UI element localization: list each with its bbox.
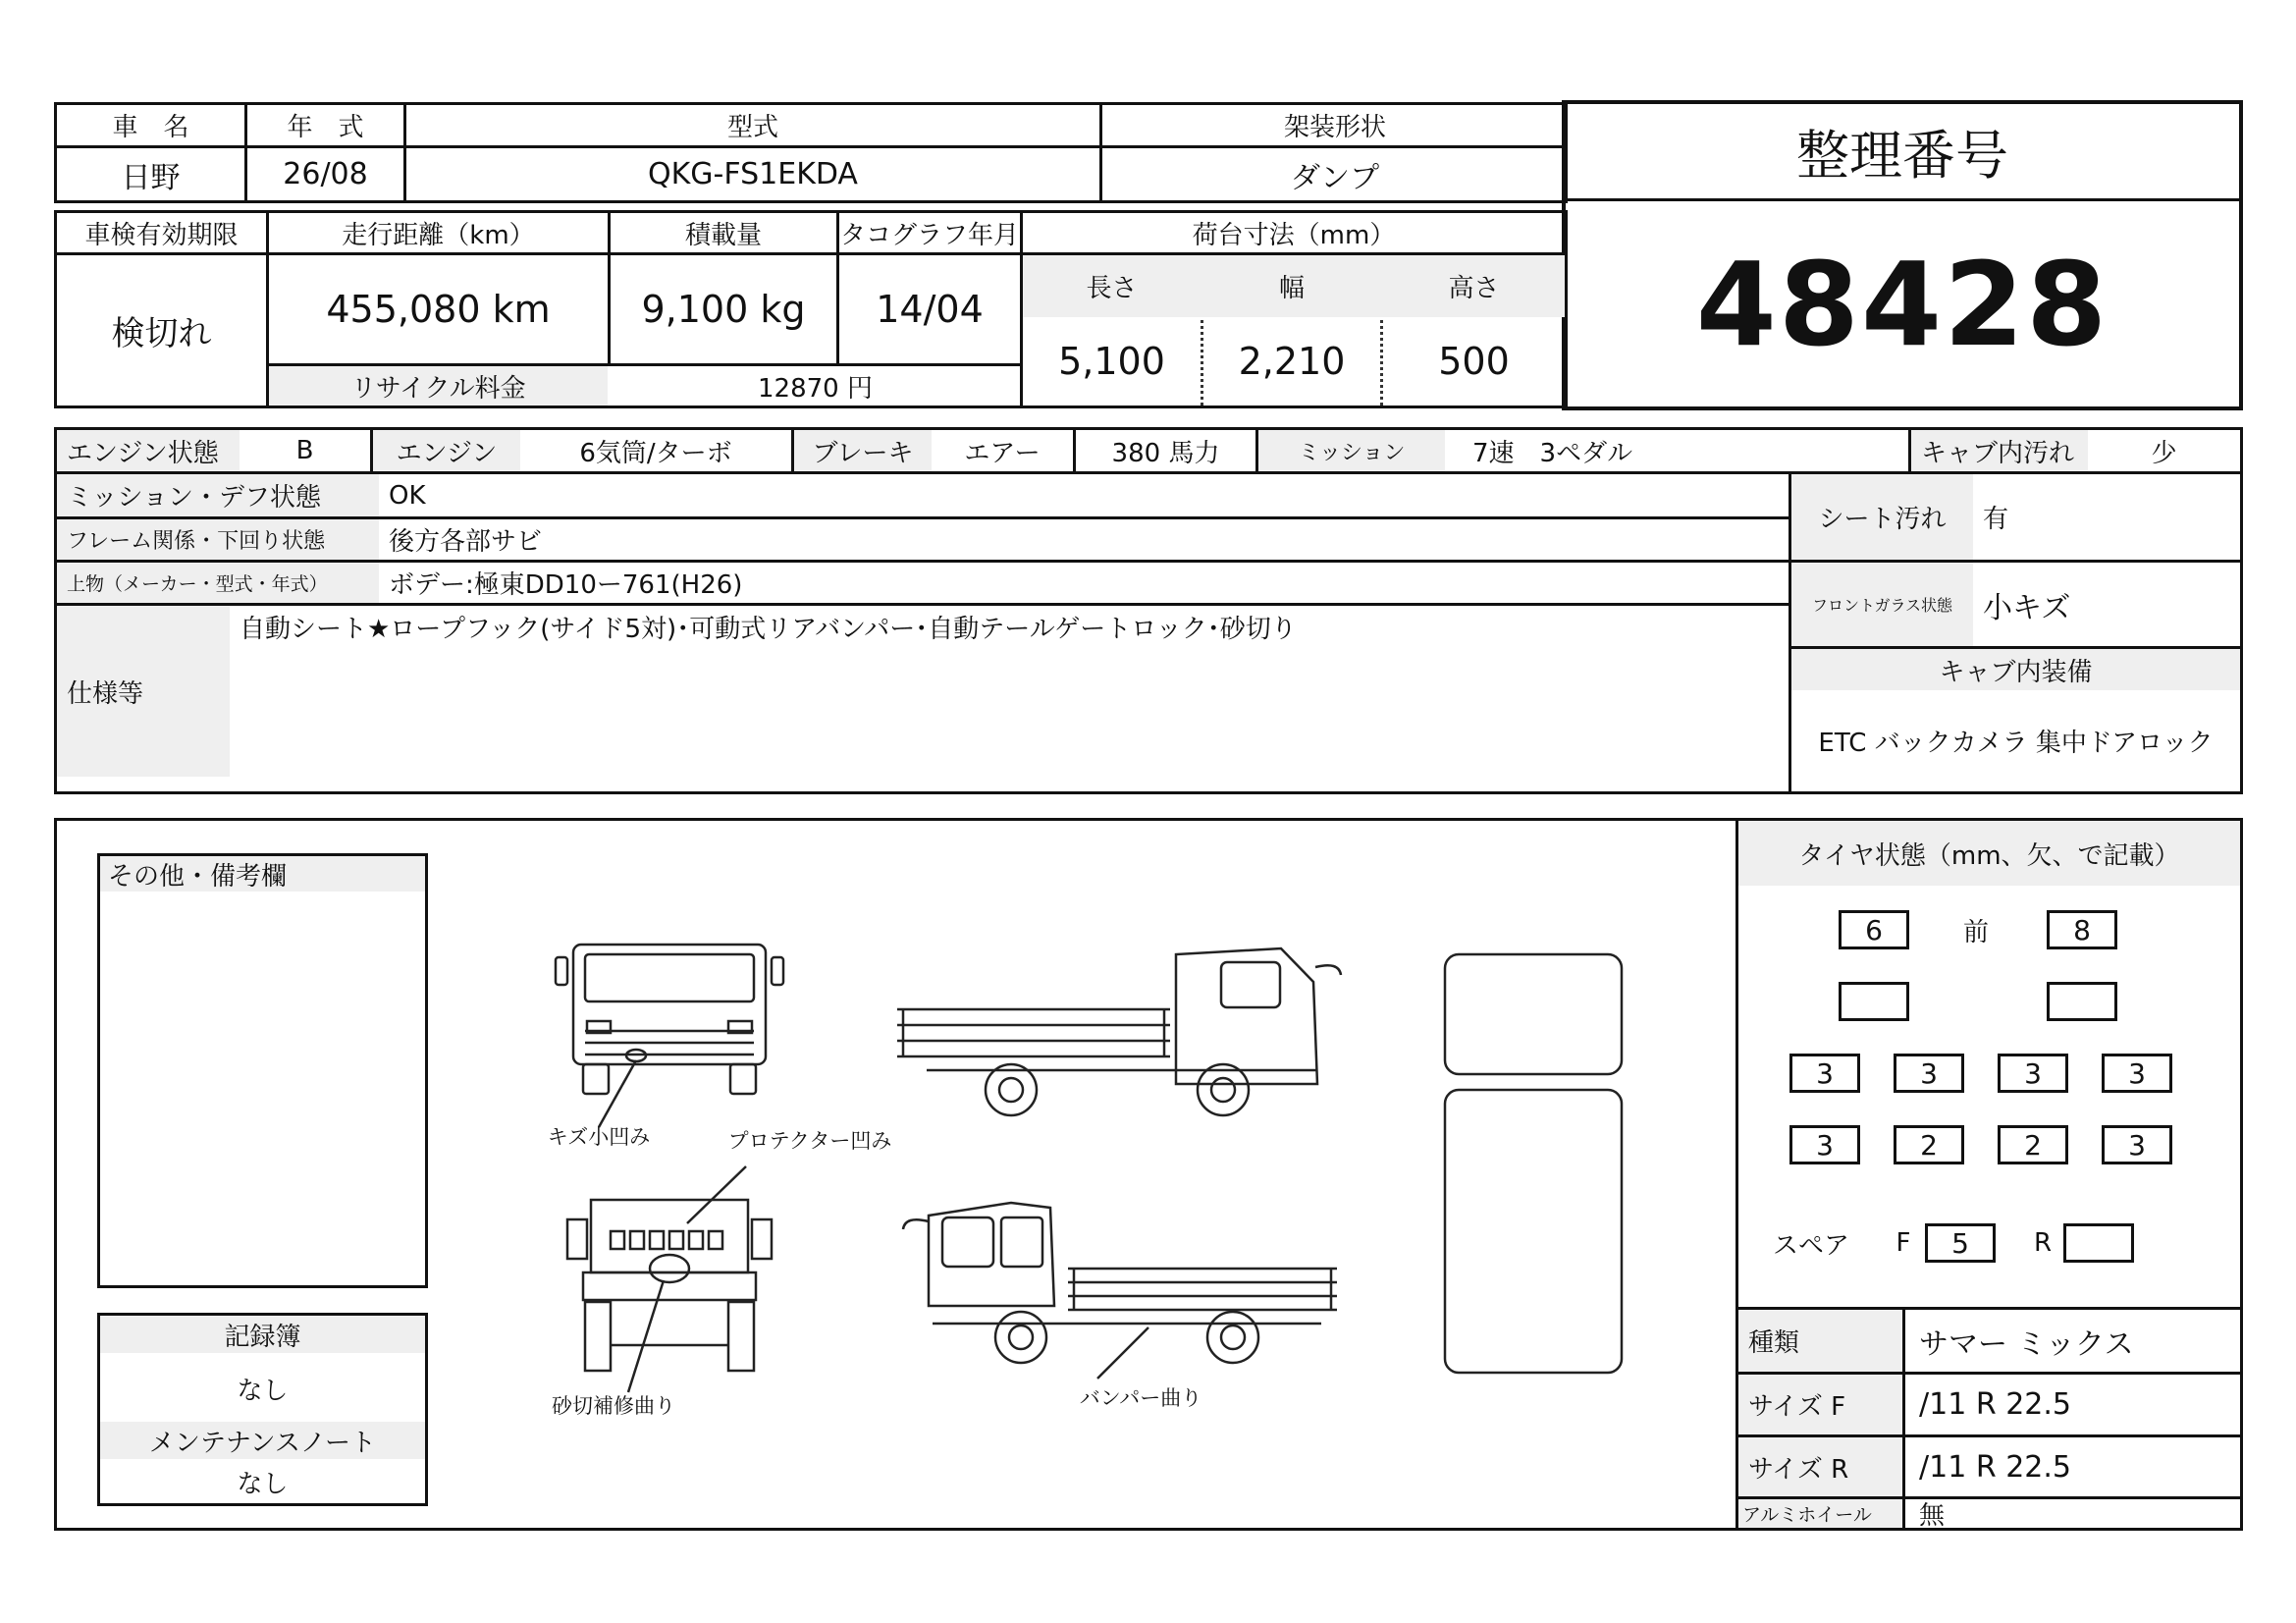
tire-rear2-outer-left: 3 xyxy=(1789,1125,1860,1164)
windshield-value: 小キズ xyxy=(1983,590,2071,625)
tire-type-value: サマー ミックス xyxy=(1919,1326,2134,1362)
tire-rear1-inner-left: 3 xyxy=(1894,1054,1964,1093)
mission-diff-value: OK xyxy=(389,480,426,511)
windshield-label: フロントガラス状態 xyxy=(1811,596,1953,615)
remarks-box xyxy=(97,853,428,1288)
note-bumper-bend: バンパー曲り xyxy=(1079,1386,1202,1410)
engine-state-label: エンジン状態 xyxy=(67,438,219,468)
cab-equipment-value: ETC バックカメラ 集中ドアロック xyxy=(1818,729,2214,758)
upper-body-value: ボデー:極東DD10ー761(H26) xyxy=(389,570,743,600)
seat-dirt-value: 有 xyxy=(1983,505,2009,534)
upper-body-label: 上物（メーカー・型式・年式） xyxy=(67,573,328,595)
tire-size-front-label: サイズ F xyxy=(1748,1392,1846,1422)
note-front-damage: キズ小凹み xyxy=(547,1125,651,1149)
tire-size-rear-label: サイズ R xyxy=(1748,1454,1849,1485)
car-name: 日野 xyxy=(121,160,181,195)
tire-rear1-outer-left: 3 xyxy=(1789,1054,1860,1093)
tire-front-right: 8 xyxy=(2047,910,2117,949)
tachograph-label: タコグラフ年月 xyxy=(839,220,1019,250)
length-value: 5,100 xyxy=(1058,340,1165,383)
cab-dirt-value: 少 xyxy=(2151,438,2177,468)
front-axle-label: 前 xyxy=(1962,917,1989,947)
model-label: 型式 xyxy=(726,113,778,142)
maintenance-note-label: メンテナンスノート xyxy=(148,1428,377,1458)
alumi-wheel-label: アルミホイール xyxy=(1742,1504,1872,1526)
year: 26/08 xyxy=(283,157,368,191)
remarks-label: その他・備考欄 xyxy=(108,861,288,892)
spare-f-label: F xyxy=(1896,1228,1911,1258)
engine-value: 6気筒/ターボ xyxy=(579,438,732,468)
mileage-value: 455,080 km xyxy=(326,288,551,331)
spec-label: 仕様等 xyxy=(67,678,144,709)
tire-size-rear-value: /11 R 22.5 xyxy=(1919,1449,2071,1485)
inspection-value: 検切れ xyxy=(111,314,212,353)
height-label: 高さ xyxy=(1448,274,1500,303)
mission-label: ミッション xyxy=(1298,440,1406,465)
tachograph-value: 14/04 xyxy=(876,288,984,331)
record-book-value: なし xyxy=(237,1376,289,1406)
truck-damage-diagram xyxy=(530,923,1639,1434)
load-value: 9,100 kg xyxy=(641,288,806,331)
spec-value: 自動シート★ロープフック(サイド5対)･可動式リアバンパー･自動テールゲートロック･砂切り xyxy=(240,615,1297,644)
mission-diff-label: ミッション・デフ状態 xyxy=(67,483,321,513)
tire-section-title: タイヤ状態（mm、欠、で記載） xyxy=(1798,840,2180,871)
engine-state-value: B xyxy=(295,436,314,465)
body-type: ダンプ xyxy=(1290,160,1380,195)
tire-mid-left xyxy=(1839,982,1909,1021)
tire-rear2-inner-left: 2 xyxy=(1894,1125,1964,1164)
record-book-label: 記録簿 xyxy=(224,1322,301,1352)
engine-label: エンジン xyxy=(396,438,498,468)
tire-front-left: 6 xyxy=(1839,910,1909,949)
car-name-label: 車 名 xyxy=(112,113,189,142)
year-label: 年 式 xyxy=(287,113,364,142)
cab-dirt-label: キャブ内汚れ xyxy=(1921,438,2075,468)
mission-value: 7速 3ペダル xyxy=(1472,438,1633,468)
mileage-label: 走行距離（km） xyxy=(342,220,535,250)
truck-side-view-right xyxy=(897,948,1341,1115)
width-label: 幅 xyxy=(1278,274,1305,303)
horsepower-value: 380 馬力 xyxy=(1111,438,1220,468)
width-value: 2,210 xyxy=(1238,340,1346,383)
model-code: QKG-FS1EKDA xyxy=(648,157,858,191)
body-type-label: 架装形状 xyxy=(1283,113,1386,142)
spare-r-label: R xyxy=(2033,1228,2053,1258)
tire-rear1-inner-right: 3 xyxy=(1998,1054,2068,1093)
spare-rear-tire xyxy=(2063,1223,2134,1263)
reference-label: 整理番号 xyxy=(1796,124,2008,187)
note-sand-guard-bend: 砂切補修曲り xyxy=(552,1394,675,1418)
tire-size-front-value: /11 R 22.5 xyxy=(1919,1387,2071,1422)
truck-front-view xyxy=(556,945,783,1094)
truck-side-view-left xyxy=(903,1203,1337,1363)
tire-rear1-outer-right: 3 xyxy=(2102,1054,2172,1093)
spare-front-tire: 5 xyxy=(1925,1223,1996,1263)
seat-dirt-label: シート汚れ xyxy=(1818,505,1947,534)
cab-equipment-label: キャブ内装備 xyxy=(1939,657,2093,687)
recycle-value: 12870 円 xyxy=(758,373,873,404)
brake-label: ブレーキ xyxy=(812,438,914,468)
truck-top-view xyxy=(1445,954,1622,1373)
divider xyxy=(54,603,1791,606)
tire-rear2-outer-right: 3 xyxy=(2102,1125,2172,1164)
frame-value: 後方各部サビ xyxy=(389,527,543,557)
tire-rear2-inner-right: 2 xyxy=(1998,1125,2068,1164)
bed-dimensions-label: 荷台寸法（mm） xyxy=(1192,220,1396,250)
load-label: 積載量 xyxy=(684,220,762,250)
truck-rear-view xyxy=(567,1200,772,1371)
spare-label: スペア xyxy=(1773,1230,1850,1261)
inspection-label: 車検有効期限 xyxy=(84,220,239,250)
tire-mid-right xyxy=(2047,982,2117,1021)
note-protector-dent: プロテクター凹み xyxy=(727,1129,892,1153)
reference-number: 48428 xyxy=(1695,237,2109,372)
alumi-wheel-value: 無 xyxy=(1919,1501,1946,1531)
tire-type-label: 種類 xyxy=(1748,1328,1800,1358)
maintenance-note-value: なし xyxy=(237,1469,289,1499)
height-value: 500 xyxy=(1438,340,1510,383)
frame-label: フレーム関係・下回り状態 xyxy=(67,529,326,554)
recycle-label: リサイクル料金 xyxy=(350,373,526,404)
length-label: 長さ xyxy=(1086,274,1138,303)
brake-value: エアー xyxy=(964,438,1041,468)
